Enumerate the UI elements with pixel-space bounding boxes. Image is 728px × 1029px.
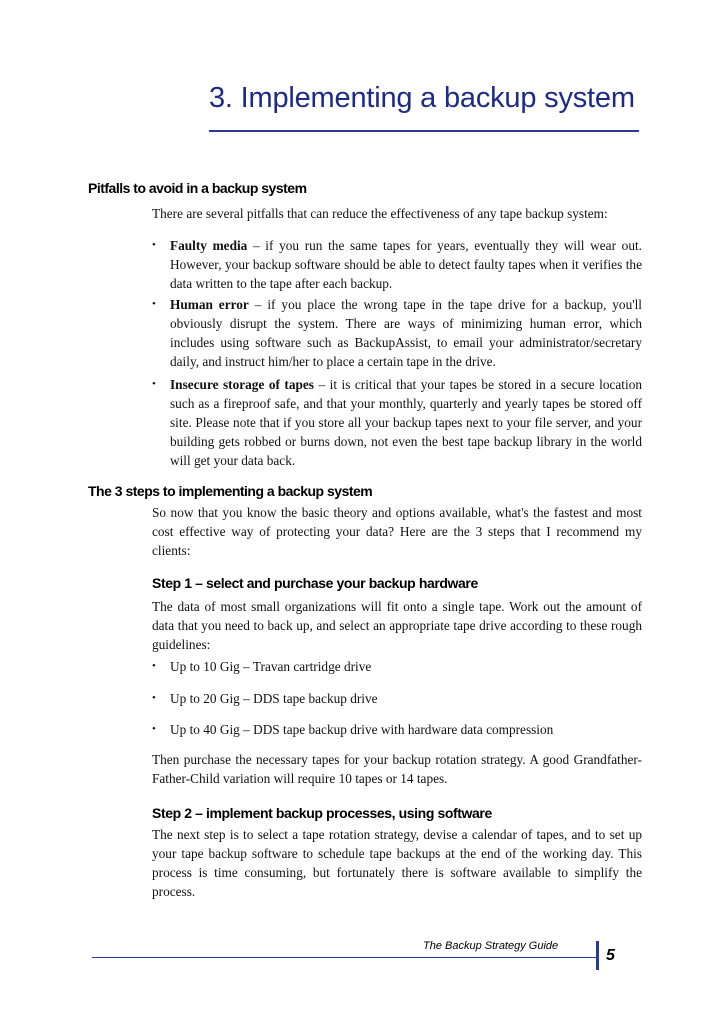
bullet-insecure-storage: [152, 375, 642, 470]
bullet-dot-icon: •: [152, 378, 156, 390]
bullet-dot-icon: •: [152, 723, 156, 735]
bullet-text: – it is critical that your tapes be stored in a secure location such as a fireproof safe, and that your monthly, quarterly and yearly tapes be stored off site. Please note that if you store all your backup tapes next to your file server, and your building gets robbed or burns down, not even the best tape backup library in the world will get your data back.: [170, 377, 642, 468]
guideline-bullet-3: [152, 720, 642, 739]
bullet-text: – if you place the wrong tape in the tape drive for a backup, you'll obviously disrupt the system. There are ways of minimizing human error, which includes using software such as BackupAssist, to email your administrator/secretary daily, and instruct him/her to place a certain tape in the drive.: [170, 297, 643, 369]
footer-rule: [92, 957, 597, 958]
guideline-text: Up to 40 Gig – DDS tape backup drive with hardware data compression: [170, 722, 554, 737]
section-heading-3-steps: The 3 steps to implementing a backup system: [88, 483, 373, 499]
step2-heading: Step 2 – implement backup processes, using software: [152, 805, 492, 821]
bullet-dot-icon: •: [152, 239, 156, 251]
step1-closing: Then purchase the necessary tapes for your backup rotation strategy. A good Grandfather-Father-Child variation will require 10 tapes or 14 tapes.: [152, 752, 642, 786]
bullet-dot-icon: •: [152, 298, 156, 310]
bullet-term: Human error: [170, 297, 249, 312]
page-title: 3. Implementing a backup system: [209, 82, 635, 114]
guideline-text: Up to 20 Gig – DDS tape backup drive: [170, 691, 378, 706]
footer-vertical-bar: [596, 941, 599, 970]
guideline-text: Up to 10 Gig – Travan cartridge drive: [170, 659, 372, 674]
title-underline: [209, 130, 639, 132]
bullet-dot-icon: •: [152, 692, 156, 704]
step2-text: The next step is to select a tape rotation strategy, devise a calendar of tapes, and to set up your tape backup software to schedule tape backups at the end of the working day. This process is time consuming, but fortunately there is software available to simplify the process.: [152, 827, 642, 899]
bullet-term: Insecure storage of tapes: [170, 377, 314, 392]
bullet-text: – if you run the same tapes for years, eventually they will wear out. However, your backup software should be able to detect faulty tapes when it verifies the data written to the tape after each backup.: [170, 238, 642, 291]
step1-heading: Step 1 – select and purchase your backup hardware: [152, 575, 478, 591]
bullet-dot-icon: •: [152, 660, 156, 672]
guideline-bullet-2: [152, 689, 642, 708]
pitfalls-intro: There are several pitfalls that can reduce the effectiveness of any tape backup system:: [152, 206, 608, 221]
steps-intro: So now that you know the basic theory and options available, what's the fastest and most cost effective way of protecting your data? Here are the 3 steps that I recommend my clients:: [152, 505, 642, 558]
bullet-human-error: [152, 295, 642, 371]
step1-text: The data of most small organizations will fit onto a single tape. Work out the amount of data that you need to back up, and select an appropriate tape drive according to these rough guidelines:: [152, 599, 642, 652]
page-number: 5: [606, 947, 615, 964]
bullet-faulty-media: [152, 236, 642, 293]
footer-guide-title: The Backup Strategy Guide: [423, 940, 559, 952]
guideline-bullet-1: [152, 657, 642, 676]
section-heading-pitfalls: Pitfalls to avoid in a backup system: [88, 180, 307, 196]
bullet-term: Faulty media: [170, 238, 248, 253]
